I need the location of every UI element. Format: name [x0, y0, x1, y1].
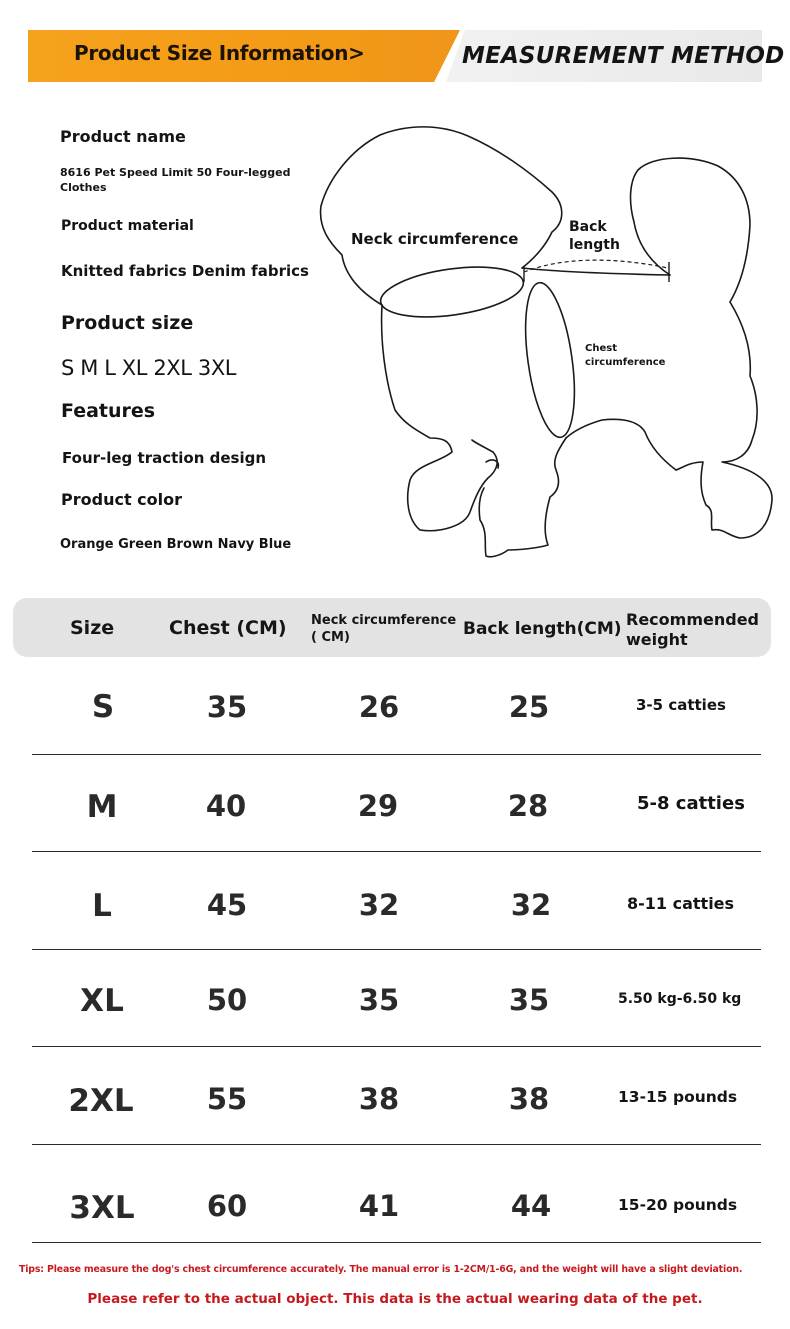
dog-tail-outline [631, 158, 750, 302]
header-size: Size [70, 617, 115, 639]
row-3xl-back: 44 [510, 1189, 552, 1223]
row-m-weight: 5-8 catties [637, 793, 745, 814]
dog-outline-illustration [300, 115, 780, 565]
back-length-label [569, 218, 620, 254]
row-s-chest: 35 [206, 690, 248, 724]
dog-head-outline [321, 127, 562, 305]
features-label: Features [61, 400, 156, 422]
neck-measure-ellipse [377, 259, 526, 325]
product-material-value: Knitted fabrics Denim fabrics [61, 262, 309, 280]
measurement-method-title: MEASUREMENT METHOD [462, 43, 785, 69]
actual-data-note: Please refer to the actual object. This data is the actual wearing data of the pet. [87, 1291, 703, 1307]
row-xl-neck: 35 [358, 983, 400, 1017]
chest-label-line2: circumference [585, 357, 666, 368]
row-m-neck: 29 [357, 789, 399, 823]
row-xl-back: 35 [508, 983, 550, 1017]
neck-circumference-label: Neck circumference [351, 230, 519, 248]
row-l-back: 32 [510, 888, 552, 922]
row-l-chest: 45 [206, 888, 248, 922]
row-2xl-weight: 13-15 pounds [618, 1088, 738, 1106]
row-divider [32, 949, 761, 950]
back-length-label-line2: length [569, 237, 620, 253]
row-divider [32, 1144, 761, 1145]
row-s-back: 25 [508, 690, 550, 724]
product-name-label: Product name [60, 127, 186, 146]
row-m-back: 28 [507, 789, 549, 823]
row-l-neck: 32 [358, 888, 400, 922]
header-recommended-weight: Recommended weight [626, 610, 759, 649]
product-size-value: S M L XL 2XL 3XL [61, 356, 237, 380]
chest-label-line1: Chest [585, 343, 617, 354]
row-divider [32, 1046, 761, 1047]
dog-back-outline [522, 268, 670, 275]
back-length-label-line1: Back [569, 219, 607, 235]
row-l-weight: 8-11 catties [627, 894, 735, 913]
row-2xl-back: 38 [508, 1082, 550, 1116]
dog-front-leg-inner [479, 438, 566, 557]
header-chest: Chest (CM) [169, 617, 287, 639]
chest-measure-ellipse [517, 280, 582, 441]
row-xl-weight: 5.50 kg-6.50 kg [618, 991, 742, 1007]
row-m-chest: 40 [205, 789, 247, 823]
product-name-value: 8616 Pet Speed Limit 50 Four-legged Clothes [60, 166, 291, 194]
row-2xl-chest: 55 [206, 1082, 248, 1116]
row-xl-chest: 50 [206, 983, 248, 1017]
row-s-size: S [91, 689, 115, 725]
row-2xl-size: 2XL [68, 1083, 134, 1119]
header-banner [28, 30, 785, 82]
row-l-size: L [92, 888, 112, 924]
row-xl-size: XL [80, 983, 124, 1019]
dog-belly-outline [566, 419, 676, 470]
row-divider [32, 851, 761, 852]
measurement-tips: Tips: Please measure the dog's chest circumference accurately. The manual error is 1-2CM/1-6G, and the weight will have a slight deviation. [19, 1264, 743, 1275]
product-color-value: Orange Green Brown Navy Blue [60, 537, 292, 552]
product-color-label: Product color [61, 490, 182, 509]
row-3xl-chest: 60 [206, 1189, 248, 1223]
row-divider [32, 754, 761, 755]
header-back-length: Back length(CM) [463, 619, 622, 639]
row-2xl-neck: 38 [358, 1082, 400, 1116]
row-m-size: M [86, 789, 118, 825]
chest-circumference-label [585, 342, 665, 370]
dog-rear-outline [676, 302, 772, 538]
product-material-label: Product material [61, 218, 194, 234]
product-size-label: Product size [61, 312, 194, 334]
row-3xl-size: 3XL [69, 1190, 135, 1226]
row-3xl-weight: 15-20 pounds [618, 1196, 738, 1214]
row-3xl-neck: 41 [358, 1189, 400, 1223]
row-divider [32, 1242, 761, 1243]
features-value: Four-leg traction design [62, 449, 267, 467]
size-info-title: Product Size Information> [74, 41, 365, 65]
row-s-neck: 26 [358, 690, 400, 724]
row-s-weight: 3-5 catties [636, 696, 726, 714]
header-neck: Neck circumference ( CM) [311, 613, 457, 645]
